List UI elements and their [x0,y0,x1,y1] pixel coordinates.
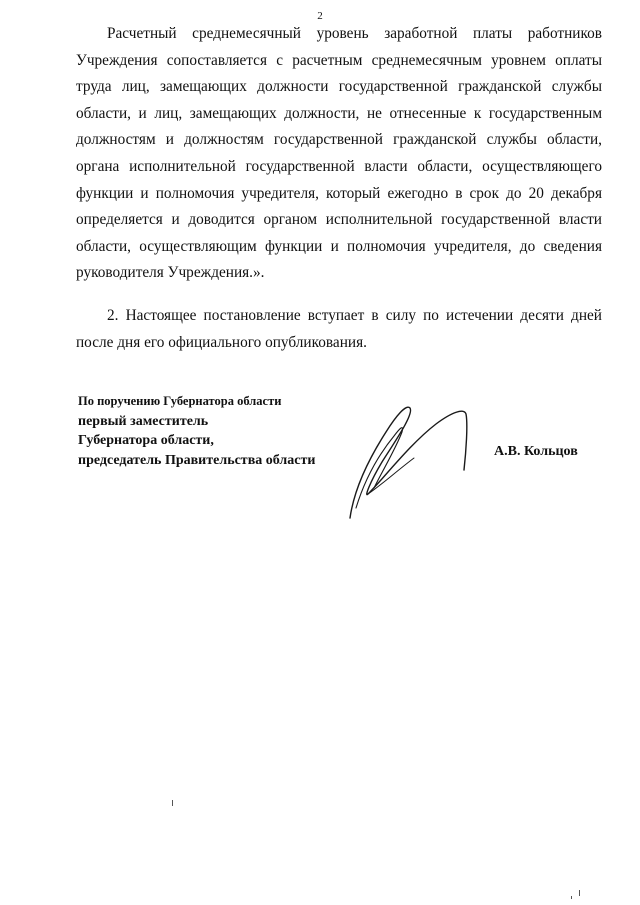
signature-block-line-2: первый заместитель [78,413,209,429]
signature-block-line-3: Губернатора области, [78,433,214,448]
scan-speck [579,890,580,896]
page-number: 2 [317,10,323,22]
signature-block [78,392,315,470]
body-paragraph-salary: Расчетный среднемесячный уровень заработной платы работников Учреждения сопоставляется с расчетным среднемесячным уровнем оплаты труда лиц, замещающих должности государственной гражданской службы области, и лиц, замещающих должности, не отнесенные к государственным должностям и должностям государственной гражданской службы области, органа исполнительной государственной власти области, осуществляющего функции и полномочия учредителя, который ежегодно в срок до 20 декабря определяется и доводится органом исполнительной государственной власти области, осуществляющим функции и полномочия учредителя, до сведения руководителя Учреждения.». [76,25,602,282]
signature-block-line-4: председатель Правительства области [78,452,316,468]
handwritten-signature [340,398,480,528]
scan-speck [571,896,572,899]
body-paragraph-effective-date: 2. Настоящее постановление вступает в силу по истечении десяти дней после дня его официального опубликования. [76,307,602,351]
scan-speck [172,800,173,806]
signer-name: А.В. Кольцов [494,444,578,459]
signature-block-line-1: По поручению Губернатора области [78,394,282,408]
